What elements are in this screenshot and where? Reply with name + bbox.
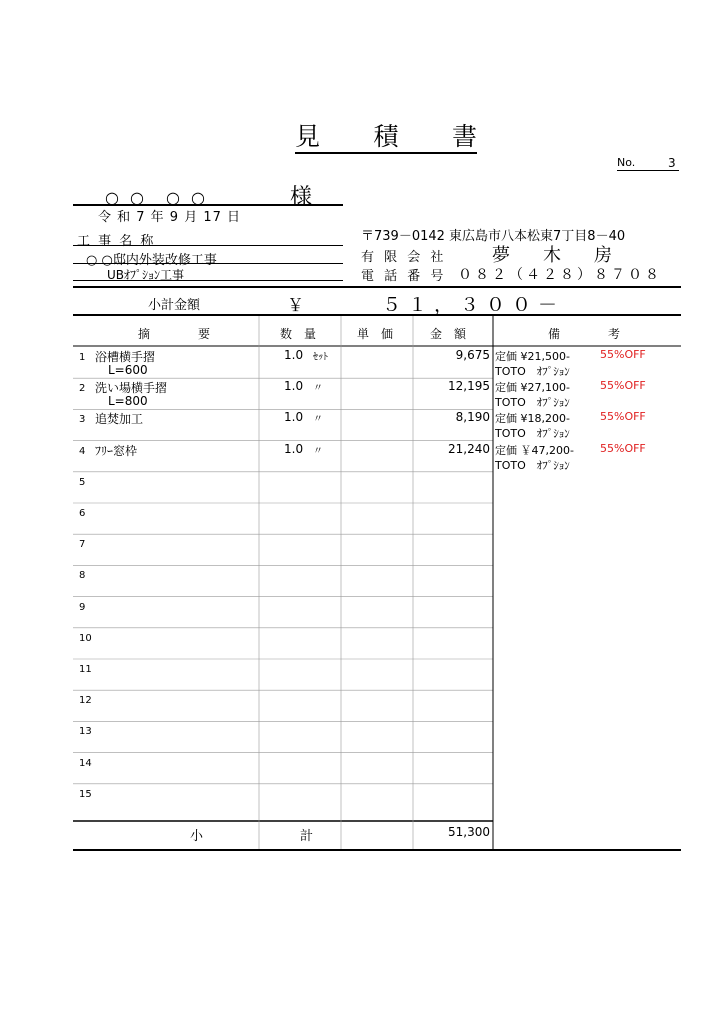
item-quantity: 1.0 [284,441,304,456]
remarks-maker: TOTO ｵﾌﾟｼｮﾝ [495,427,570,441]
row-number: 2 [79,383,86,395]
remarks-list-price: 定価 ¥21,500- [495,350,570,363]
yen-symbol: ￥ [287,296,304,316]
row-number: 1 [79,352,86,363]
item-description: 浴槽横手摺 [95,350,156,364]
item-description: 追焚加工 [95,412,144,427]
remarks-list-price: 定価 ¥27,100- [495,381,570,395]
row-number: 15 [79,788,92,800]
footer-total-amount: 51,300 [448,825,490,839]
subtotal-amount: ５１，３００－ [382,294,565,316]
item-unit: ｾｯﾄ [313,352,328,363]
remarks-discount: 55%OFF [600,410,646,424]
company-name-char: 木 [543,245,561,266]
remarks-maker: TOTO ｵﾌﾟｼｮﾝ [495,396,570,410]
vendor-address: 〒739－0142 東広島市八本松東7丁目8－40 [361,229,626,244]
item-description-detail: L=800 [108,394,148,409]
remarks-list-price: 定価 ￥47,200- [495,443,574,457]
phone-label: 電 話 番 号 [361,269,447,284]
item-quantity: 1.0 [284,348,304,362]
remarks-discount: 55%OFF [600,379,646,393]
row-number: 5 [79,476,86,488]
header-description: 摘 要 [138,327,211,341]
row-number: 8 [79,570,86,582]
title-char: 積 [373,122,399,151]
item-description: ﾌﾘｰ窓枠 [95,443,138,458]
row-number: 9 [79,601,86,613]
project-name-line-1: ○ ○邸内外装改修工事 [86,253,217,268]
phone-number: ０８２（４２８）８７０８ [458,267,662,283]
row-number: 12 [79,695,92,707]
title-char: 見 [295,122,321,151]
header-quantity: 数 量 [280,327,317,341]
recipient-name: ○ ○ ○ ○ [105,188,209,207]
header-remarks: 備 考 [548,327,621,341]
row-number: 4 [79,445,86,457]
footer-label-small: 小 [190,829,204,844]
row-number: 6 [79,508,86,519]
item-quantity: 1.0 [284,410,304,425]
row-number: 7 [79,539,86,551]
remarks-discount: 55%OFF [600,441,646,455]
remarks-discount: 55%OFF [600,348,646,361]
item-unit: 〃 [313,414,323,426]
document-number-label: No. [617,156,636,169]
company-type-label: 有 限 会 社 [361,250,447,265]
row-number: 13 [79,726,92,738]
item-description-detail: L=600 [108,363,148,377]
company-name-char: 夢 [492,245,510,266]
item-amount: 9,675 [455,348,490,362]
item-unit: 〃 [313,383,323,395]
project-name-label: 工 事 名 称 [77,234,156,249]
item-description: 洗い場横手摺 [95,381,168,396]
header-unit-price: 単 価 [357,327,394,341]
project-name-line-2: UBｵﾌﾟｼｮﾝ工事 [107,268,185,282]
item-amount: 12,195 [448,379,490,394]
row-number: 11 [79,664,92,675]
header-amount: 金 額 [430,327,467,341]
remarks-maker: TOTO ｵﾌﾟｼｮﾝ [495,458,570,472]
title-char: 書 [451,122,477,151]
item-amount: 21,240 [448,441,490,456]
document-number: 3 [668,156,676,170]
row-number: 10 [79,632,92,644]
row-number: 14 [79,757,92,769]
row-number: 3 [79,414,86,426]
footer-label-total: 計 [300,829,314,844]
item-amount: 8,190 [455,410,490,425]
remarks-maker: TOTO ｵﾌﾟｼｮﾝ [495,365,570,378]
remarks-list-price: 定価 ¥18,200- [495,412,570,426]
item-quantity: 1.0 [284,379,304,394]
company-name-char: 房 [594,245,612,266]
item-unit: 〃 [313,445,323,457]
subtotal-label: 小計金額 [148,298,201,313]
issue-date: 令 和 7 年 9 月 17 日 [98,210,242,225]
recipient-honorific: 様 [290,185,313,210]
